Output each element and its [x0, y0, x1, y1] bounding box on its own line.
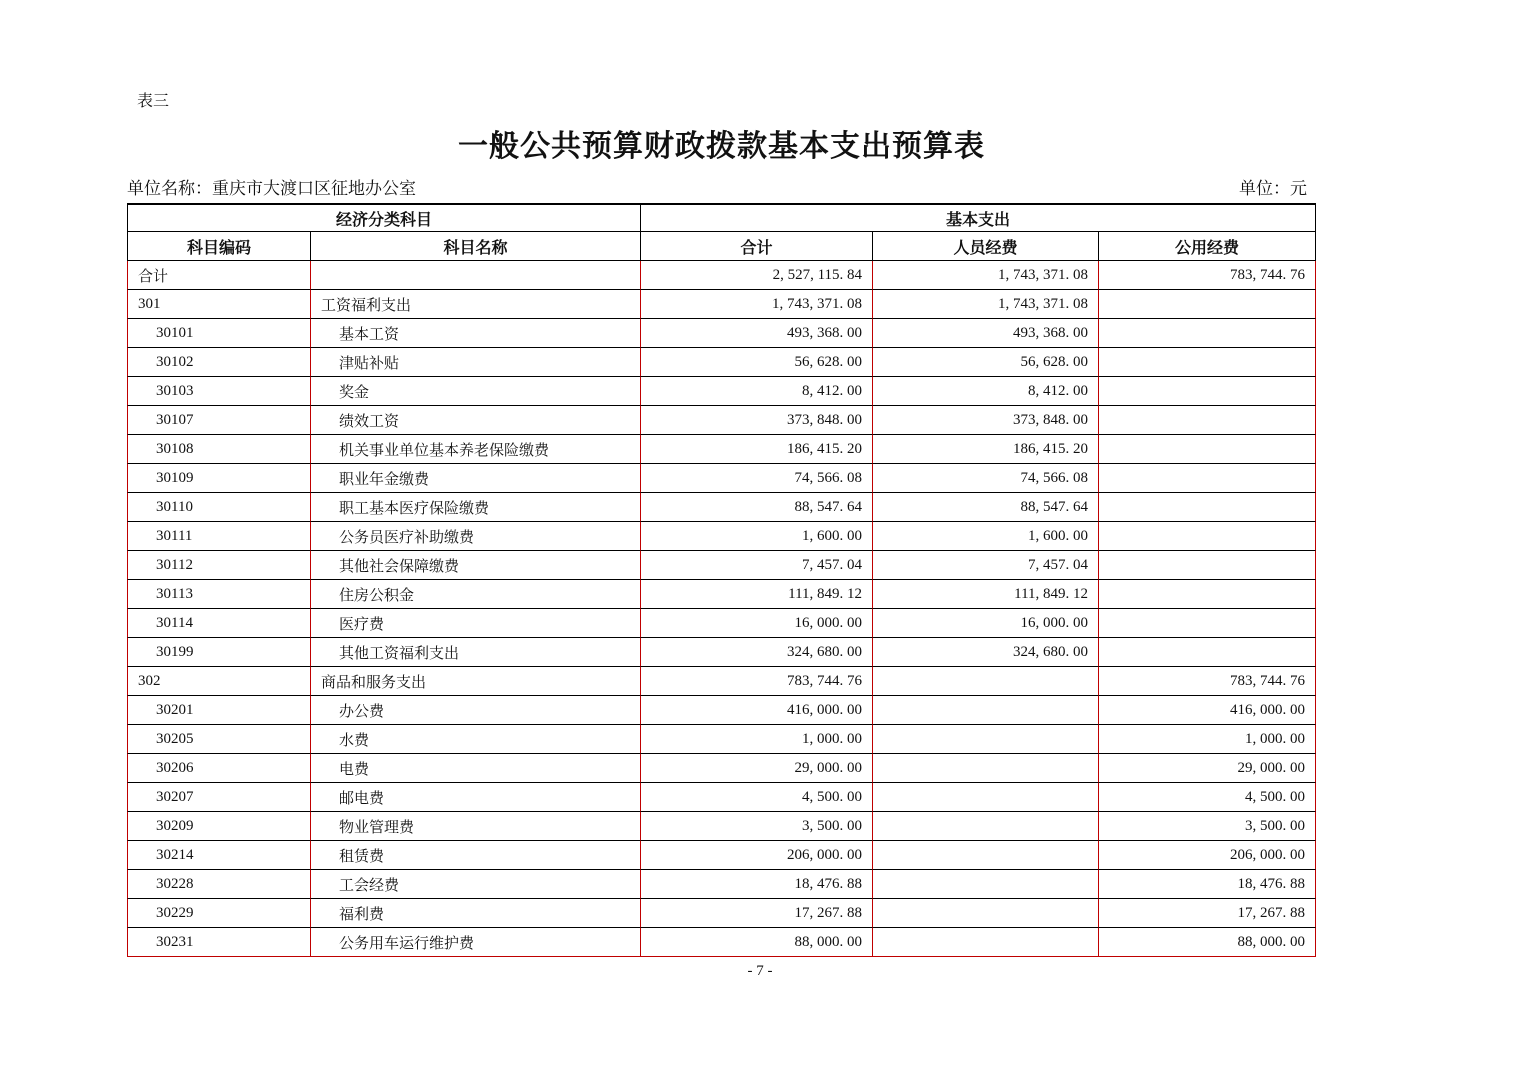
subject-code-cell: 30209	[127, 812, 311, 841]
personnel-funds-cell: 493, 368. 00	[873, 319, 1099, 348]
personnel-funds-cell: 8, 412. 00	[873, 377, 1099, 406]
total-cell: 8, 412. 00	[641, 377, 873, 406]
public-funds-cell: 3, 500. 00	[1099, 812, 1316, 841]
personnel-funds-cell: 1, 743, 371. 08	[873, 290, 1099, 319]
subject-name-cell: 医疗费	[311, 609, 641, 638]
table-row	[127, 493, 1316, 522]
header-economic-classification: 经济分类科目	[127, 203, 641, 232]
table-row	[127, 319, 1316, 348]
public-funds-cell	[1099, 551, 1316, 580]
header-basic-expenditure: 基本支出	[641, 203, 1316, 232]
header-personnel-funds: 人员经费	[873, 232, 1099, 261]
table-row	[127, 638, 1316, 667]
table-row	[127, 377, 1316, 406]
table-row	[127, 870, 1316, 899]
table-row	[127, 261, 1316, 290]
personnel-funds-cell: 186, 415. 20	[873, 435, 1099, 464]
table-row	[127, 841, 1316, 870]
subject-code-cell: 301	[127, 290, 311, 319]
unit-name-label: 单位名称：重庆市大渡口区征地办公室	[127, 179, 416, 198]
subject-code-cell: 30110	[127, 493, 311, 522]
public-funds-cell: 4, 500. 00	[1099, 783, 1316, 812]
subject-code-cell: 30107	[127, 406, 311, 435]
subject-code-cell: 30113	[127, 580, 311, 609]
subject-code-cell: 30108	[127, 435, 311, 464]
table-row	[127, 725, 1316, 754]
personnel-funds-cell: 88, 547. 64	[873, 493, 1099, 522]
table-row	[127, 783, 1316, 812]
personnel-funds-cell	[873, 928, 1099, 957]
subject-name-cell: 其他工资福利支出	[311, 638, 641, 667]
total-cell: 17, 267. 88	[641, 899, 873, 928]
subject-name-cell: 物业管理费	[311, 812, 641, 841]
table-row	[127, 290, 1316, 319]
subject-name-cell: 其他社会保障缴费	[311, 551, 641, 580]
personnel-funds-cell	[873, 870, 1099, 899]
personnel-funds-cell: 1, 743, 371. 08	[873, 261, 1099, 290]
total-cell: 416, 000. 00	[641, 696, 873, 725]
table-body	[127, 261, 1316, 957]
personnel-funds-cell: 74, 566. 08	[873, 464, 1099, 493]
total-cell: 783, 744. 76	[641, 667, 873, 696]
subject-name-cell: 工会经费	[311, 870, 641, 899]
public-funds-cell: 206, 000. 00	[1099, 841, 1316, 870]
total-cell: 186, 415. 20	[641, 435, 873, 464]
personnel-funds-cell: 373, 848. 00	[873, 406, 1099, 435]
public-funds-cell	[1099, 609, 1316, 638]
table-row	[127, 435, 1316, 464]
public-funds-cell	[1099, 464, 1316, 493]
subject-name-cell: 福利费	[311, 899, 641, 928]
total-cell: 1, 600. 00	[641, 522, 873, 551]
column-header-row	[127, 232, 1316, 261]
page-title: 一般公共预算财政拨款基本支出预算表	[458, 130, 985, 163]
total-cell: 373, 848. 00	[641, 406, 873, 435]
subject-name-cell: 电费	[311, 754, 641, 783]
total-cell: 2, 527, 115. 84	[641, 261, 873, 290]
public-funds-cell: 17, 267. 88	[1099, 899, 1316, 928]
total-cell: 111, 849. 12	[641, 580, 873, 609]
currency-unit-label: 单位：元	[1239, 179, 1307, 198]
total-cell: 16, 000. 00	[641, 609, 873, 638]
table-row	[127, 754, 1316, 783]
public-funds-cell: 783, 744. 76	[1099, 667, 1316, 696]
public-funds-cell	[1099, 522, 1316, 551]
personnel-funds-cell	[873, 841, 1099, 870]
public-funds-cell	[1099, 377, 1316, 406]
public-funds-cell	[1099, 348, 1316, 377]
unit-info-row	[127, 174, 1307, 199]
public-funds-cell	[1099, 580, 1316, 609]
total-cell: 3, 500. 00	[641, 812, 873, 841]
subject-name-cell: 公务用车运行维护费	[311, 928, 641, 957]
personnel-funds-cell: 16, 000. 00	[873, 609, 1099, 638]
subject-code-cell: 合计	[127, 261, 311, 290]
subject-code-cell: 30109	[127, 464, 311, 493]
table-row	[127, 580, 1316, 609]
subject-code-cell: 30231	[127, 928, 311, 957]
subject-code-cell: 30112	[127, 551, 311, 580]
subject-code-cell: 30214	[127, 841, 311, 870]
header-subject-code: 科目编码	[127, 232, 311, 261]
total-cell: 206, 000. 00	[641, 841, 873, 870]
personnel-funds-cell: 111, 849. 12	[873, 580, 1099, 609]
header-subject-name: 科目名称	[311, 232, 641, 261]
total-cell: 88, 547. 64	[641, 493, 873, 522]
subject-code-cell: 30103	[127, 377, 311, 406]
public-funds-cell: 1, 000. 00	[1099, 725, 1316, 754]
personnel-funds-cell	[873, 899, 1099, 928]
subject-name-cell	[311, 261, 641, 290]
table-header	[127, 203, 1316, 261]
public-funds-cell	[1099, 435, 1316, 464]
table-number-label: 表三	[137, 93, 170, 110]
subject-name-cell: 租赁费	[311, 841, 641, 870]
header-public-funds: 公用经费	[1099, 232, 1316, 261]
public-funds-cell: 18, 476. 88	[1099, 870, 1316, 899]
public-funds-cell: 29, 000. 00	[1099, 754, 1316, 783]
table-row	[127, 899, 1316, 928]
subject-code-cell: 30205	[127, 725, 311, 754]
subject-name-cell: 职业年金缴费	[311, 464, 641, 493]
subject-code-cell: 30111	[127, 522, 311, 551]
personnel-funds-cell	[873, 812, 1099, 841]
subject-code-cell: 30207	[127, 783, 311, 812]
personnel-funds-cell	[873, 696, 1099, 725]
table-row	[127, 348, 1316, 377]
subject-name-cell: 绩效工资	[311, 406, 641, 435]
subject-code-cell: 30201	[127, 696, 311, 725]
subject-name-cell: 办公费	[311, 696, 641, 725]
total-cell: 1, 000. 00	[641, 725, 873, 754]
table-row	[127, 609, 1316, 638]
total-cell: 88, 000. 00	[641, 928, 873, 957]
page-number: - 7 -	[747, 963, 773, 979]
subject-code-cell: 30101	[127, 319, 311, 348]
total-cell: 493, 368. 00	[641, 319, 873, 348]
subject-name-cell: 水费	[311, 725, 641, 754]
table-row	[127, 464, 1316, 493]
public-funds-cell	[1099, 290, 1316, 319]
subject-name-cell: 住房公积金	[311, 580, 641, 609]
subject-name-cell: 奖金	[311, 377, 641, 406]
table-row	[127, 522, 1316, 551]
subject-name-cell: 商品和服务支出	[311, 667, 641, 696]
public-funds-cell: 416, 000. 00	[1099, 696, 1316, 725]
subject-name-cell: 职工基本医疗保险缴费	[311, 493, 641, 522]
table-row	[127, 696, 1316, 725]
total-cell: 18, 476. 88	[641, 870, 873, 899]
group-header-row	[127, 203, 1316, 232]
total-cell: 1, 743, 371. 08	[641, 290, 873, 319]
subject-name-cell: 邮电费	[311, 783, 641, 812]
public-funds-cell: 783, 744. 76	[1099, 261, 1316, 290]
header-total: 合计	[641, 232, 873, 261]
table-row	[127, 928, 1316, 957]
table-row	[127, 551, 1316, 580]
subject-name-cell: 机关事业单位基本养老保险缴费	[311, 435, 641, 464]
subject-code-cell: 30102	[127, 348, 311, 377]
public-funds-cell: 88, 000. 00	[1099, 928, 1316, 957]
total-cell: 324, 680. 00	[641, 638, 873, 667]
personnel-funds-cell	[873, 667, 1099, 696]
personnel-funds-cell	[873, 783, 1099, 812]
personnel-funds-cell: 1, 600. 00	[873, 522, 1099, 551]
total-cell: 7, 457. 04	[641, 551, 873, 580]
public-funds-cell	[1099, 493, 1316, 522]
total-cell: 56, 628. 00	[641, 348, 873, 377]
subject-name-cell: 基本工资	[311, 319, 641, 348]
personnel-funds-cell: 56, 628. 00	[873, 348, 1099, 377]
table-row	[127, 812, 1316, 841]
personnel-funds-cell: 324, 680. 00	[873, 638, 1099, 667]
subject-code-cell: 302	[127, 667, 311, 696]
subject-code-cell: 30199	[127, 638, 311, 667]
public-funds-cell	[1099, 406, 1316, 435]
public-funds-cell	[1099, 319, 1316, 348]
subject-name-cell: 工资福利支出	[311, 290, 641, 319]
public-funds-cell	[1099, 638, 1316, 667]
subject-code-cell: 30229	[127, 899, 311, 928]
total-cell: 74, 566. 08	[641, 464, 873, 493]
personnel-funds-cell	[873, 725, 1099, 754]
total-cell: 4, 500. 00	[641, 783, 873, 812]
total-cell: 29, 000. 00	[641, 754, 873, 783]
subject-code-cell: 30114	[127, 609, 311, 638]
table-row	[127, 667, 1316, 696]
personnel-funds-cell	[873, 754, 1099, 783]
subject-name-cell: 公务员医疗补助缴费	[311, 522, 641, 551]
budget-table	[127, 203, 1316, 957]
personnel-funds-cell: 7, 457. 04	[873, 551, 1099, 580]
subject-code-cell: 30228	[127, 870, 311, 899]
table-row	[127, 406, 1316, 435]
subject-code-cell: 30206	[127, 754, 311, 783]
subject-name-cell: 津贴补贴	[311, 348, 641, 377]
